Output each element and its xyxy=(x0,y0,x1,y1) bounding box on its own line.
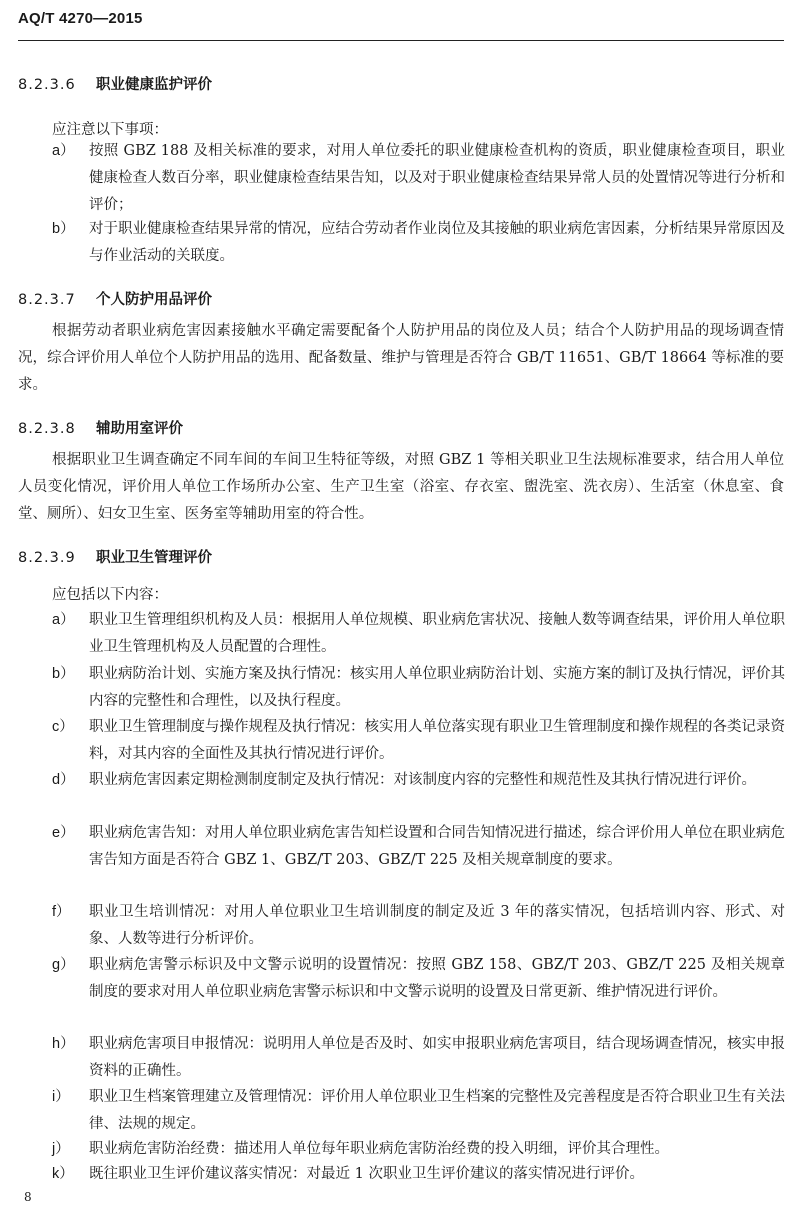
section-number: 8.2.3.8 xyxy=(18,421,76,437)
section-heading-8-2-3-9 xyxy=(18,546,212,567)
standard-code: AQ/T 4270—2015 xyxy=(18,10,143,27)
list-item-label: g） xyxy=(52,957,75,973)
list-item-text: 职业卫生档案管理建立及管理情况：评价用人单位职业卫生档案的完整性及完善程度是否符合职业卫生有关法律、法规的规定。 xyxy=(89,1089,785,1132)
list-item-text: 职业病危害告知：对用人单位职业病危害告知栏设置和合同告知情况进行描述，综合评价用人单位在职业病危害告知方面是否符合 GBZ 1、GBZ/T 203、GBZ/T 225 及相关规章制度的要求。 xyxy=(89,825,785,868)
list-item-text: 职业卫生培训情况：对用人单位职业卫生培训制度的制定及近 3 年的落实情况，包括培训内容、形式、对象、人数等进行分析评价。 xyxy=(89,904,785,947)
section-number: 8.2.3.9 xyxy=(18,550,76,566)
section-intro: 应包括以下内容： xyxy=(52,587,168,603)
section-title: 职业卫生管理评价 xyxy=(96,550,212,566)
list-item-label: j） xyxy=(52,1141,70,1157)
list-item-label: i） xyxy=(52,1089,70,1105)
section-heading-8-2-3-6 xyxy=(18,73,212,94)
list-item-label: b） xyxy=(52,666,75,682)
list-item-label: k） xyxy=(52,1166,74,1182)
list-item-label: a） xyxy=(52,612,75,628)
list-item-text: 职业病危害防治经费：描述用人单位每年职业病危害防治经费的投入明细，评价其合理性。 xyxy=(89,1141,669,1157)
list-item-label: h） xyxy=(52,1036,75,1052)
list-item-label: e） xyxy=(52,825,75,841)
section-body: 根据职业卫生调查确定不同车间的车间卫生特征等级，对照 GBZ 1 等相关职业卫生法规标准要求，结合用人单位人员变化情况，评价用人单位工作场所办公室、生产卫生室（浴室、存衣室、盥洗室、洗衣房）、生活室（休息室、食堂、厕所）、妇女卫生室、医务室等辅助用室的符合性。 xyxy=(18,452,784,522)
page-number: 8 xyxy=(24,1190,32,1204)
section-title: 个人防护用品评价 xyxy=(96,292,212,308)
list-item-text: 职业病危害警示标识及中文警示说明的设置情况：按照 GBZ 158、GBZ/T 203、GBZ/T 225 及相关规章制度的要求对用人单位职业病危害警示标识和中文警示说明的设置及日常更新、维护情况进行评价。 xyxy=(89,957,785,1000)
list-item-text: 职业病防治计划、实施方案及执行情况：核实用人单位职业病防治计划、实施方案的制订及执行情况，评价其内容的完整性和合理性，以及执行程度。 xyxy=(89,666,785,709)
list-item-label: f） xyxy=(52,904,71,920)
list-item-text: 职业病危害项目申报情况：说明用人单位是否及时、如实申报职业病危害项目，结合现场调查情况，核实申报资料的正确性。 xyxy=(89,1036,785,1079)
list-item-label: a） xyxy=(52,143,75,159)
list-item-text: 对于职业健康检查结果异常的情况，应结合劳动者作业岗位及其接触的职业病危害因素，分析结果异常原因及与作业活动的关联度。 xyxy=(89,221,785,264)
list-item-label: c） xyxy=(52,719,74,735)
list-item-text: 既往职业卫生评价建议落实情况：对最近 1 次职业卫生评价建议的落实情况进行评价。 xyxy=(89,1166,644,1182)
section-title: 职业健康监护评价 xyxy=(96,77,212,93)
section-title: 辅助用室评价 xyxy=(96,421,183,437)
section-heading-8-2-3-7 xyxy=(18,288,212,309)
list-item-label: d） xyxy=(52,772,75,788)
list-item-text: 按照 GBZ 188 及相关标准的要求，对用人单位委托的职业健康检查机构的资质，职业健康检查项目，职业健康检查人数百分率，职业健康检查结果告知，以及对于职业健康检查结果异常人员的处置情况等进行分析和评价； xyxy=(89,143,785,213)
list-item-text: 职业卫生管理组织机构及人员：根据用人单位规模、职业病危害状况、接触人数等调查结果，评价用人单位职业卫生管理机构及人员配置的合理性。 xyxy=(89,612,785,655)
section-body: 根据劳动者职业病危害因素接触水平确定需要配备个人防护用品的岗位及人员；结合个人防护用品的现场调查情况，综合评价用人单位个人防护用品的选用、配备数量、维护与管理是否符合 GB/T 11651、GB/T 18664 等标准的要求。 xyxy=(18,323,784,393)
section-number: 8.2.3.7 xyxy=(18,292,76,308)
list-item-label: b） xyxy=(52,221,75,237)
section-number: 8.2.3.6 xyxy=(18,77,76,93)
list-item-text: 职业卫生管理制度与操作规程及执行情况：核实用人单位落实现有职业卫生管理制度和操作规程的各类记录资料，对其内容的全面性及其执行情况进行评价。 xyxy=(89,719,785,762)
header-divider xyxy=(18,40,784,41)
section-intro: 应注意以下事项： xyxy=(52,122,168,138)
section-heading-8-2-3-8 xyxy=(18,417,183,438)
list-item-text: 职业病危害因素定期检测制度制定及执行情况：对该制度内容的完整性和规范性及其执行情况进行评价。 xyxy=(89,772,756,788)
